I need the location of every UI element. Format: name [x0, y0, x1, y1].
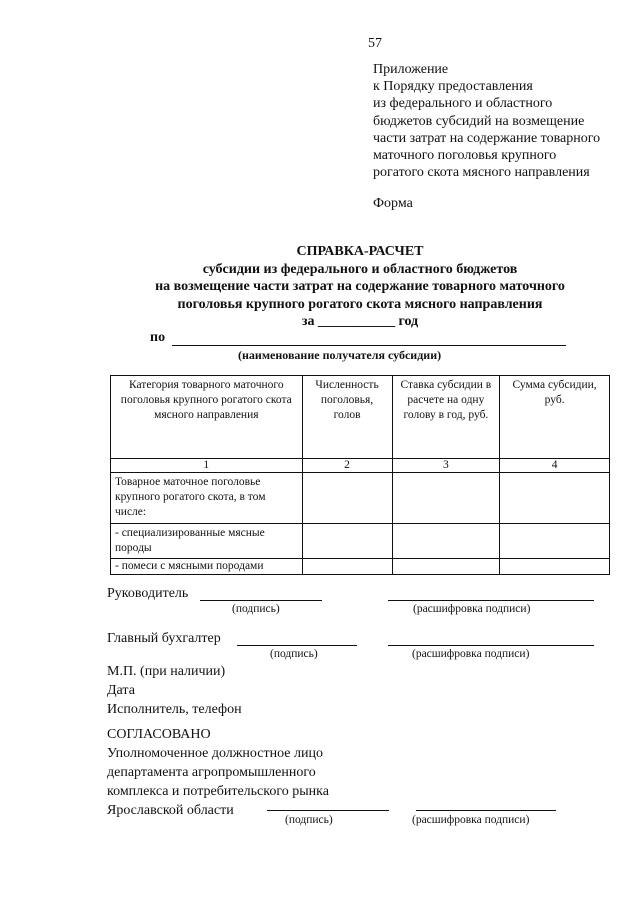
head-label: Руководитель	[107, 586, 189, 601]
decoding-caption: (расшифровка подписи)	[412, 648, 530, 660]
accountant-signature-line	[237, 645, 357, 646]
document-title	[100, 243, 620, 331]
title-line: субсидии из федерального и областного бюджетов	[202, 261, 518, 277]
header-amount: Сумма субсидии, руб.	[500, 376, 610, 459]
title-line: на возмещение части затрат на содержание товарного маточного	[155, 279, 565, 294]
table-cell[interactable]	[392, 473, 500, 524]
table-cell[interactable]	[302, 473, 392, 524]
column-number: 1	[111, 459, 303, 473]
table-cell[interactable]	[392, 524, 500, 559]
page-number: 57	[368, 36, 382, 51]
signature-caption: (подпись)	[285, 814, 333, 826]
stamp-line: М.П. (при наличии)	[107, 664, 226, 679]
approval-signature-line	[267, 810, 389, 811]
appendix-header	[373, 61, 600, 181]
head-signature-line	[200, 600, 322, 601]
appendix-line: Приложение	[373, 62, 449, 77]
column-number: 3	[392, 459, 500, 473]
column-number-row	[111, 459, 610, 473]
signature-caption: (подпись)	[232, 603, 280, 615]
approval-heading: СОГЛАСОВАНО	[107, 727, 211, 742]
decoding-caption: (расшифровка подписи)	[413, 603, 531, 615]
header-category: Категория товарного маточного поголовья крупного рогатого скота мясного направления	[111, 376, 303, 459]
approval-decoding-line	[416, 810, 556, 811]
appendix-line: к Порядку предоставления	[373, 79, 533, 95]
form-label: Форма	[373, 196, 413, 211]
footer-lines	[107, 662, 242, 719]
title-line: поголовья крупного рогатого скота мясного направления	[177, 296, 543, 312]
appendix-line: рогатого скота мясного направления	[373, 165, 590, 181]
header-rate: Ставка субсидии в расчете на одну голову в год, руб.	[392, 376, 500, 459]
recipient-line	[172, 345, 566, 346]
appendix-line: бюджетов субсидий на возмещение	[373, 113, 585, 129]
table-row	[111, 559, 610, 575]
row-label: - помеси с мясными породами	[111, 559, 303, 575]
executor-line: Исполнитель, телефон	[107, 702, 242, 717]
table-cell[interactable]	[302, 524, 392, 559]
table-cell[interactable]	[500, 473, 610, 524]
accountant-decoding-line	[388, 645, 594, 646]
table-cell[interactable]	[302, 559, 392, 575]
recipient-note: (наименование получателя субсидии)	[238, 348, 442, 362]
appendix-line: из федерального и областного	[373, 96, 553, 112]
header-count: Численность поголовья, голов	[302, 376, 392, 459]
row-label: - специализированные мясные породы	[111, 524, 303, 559]
accountant-label: Главный бухгалтер	[107, 631, 221, 646]
table-row	[111, 524, 610, 559]
appendix-line: маточного поголовья крупного	[373, 148, 557, 164]
title-line: СПРАВКА-РАСЧЕТ	[296, 244, 424, 259]
approval-line: комплекса и потребительского рынка	[107, 784, 329, 799]
table-cell[interactable]	[500, 524, 610, 559]
date-line: Дата	[107, 683, 135, 698]
row-label: Товарное маточное поголовье крупного рогатого скота, в том числе:	[111, 473, 303, 524]
appendix-line: части затрат на содержание товарного	[373, 130, 601, 146]
column-number: 4	[500, 459, 610, 473]
decoding-caption: (расшифровка подписи)	[412, 814, 530, 826]
approval-line: департамента агропромышленного	[107, 765, 316, 780]
signature-caption: (подпись)	[270, 648, 318, 660]
head-decoding-line	[388, 600, 594, 601]
approval-line: Ярославской области	[107, 803, 234, 818]
table-cell[interactable]	[500, 559, 610, 575]
title-line-year: за ___________ год	[301, 314, 419, 329]
table-header-row	[111, 376, 610, 459]
column-number: 2	[302, 459, 392, 473]
table-row	[111, 473, 610, 524]
approval-block	[107, 725, 329, 820]
approval-line: Уполномоченное должностное лицо	[107, 746, 323, 761]
recipient-prefix: по	[150, 330, 166, 345]
table-cell[interactable]	[392, 559, 500, 575]
subsidy-table	[110, 375, 610, 575]
